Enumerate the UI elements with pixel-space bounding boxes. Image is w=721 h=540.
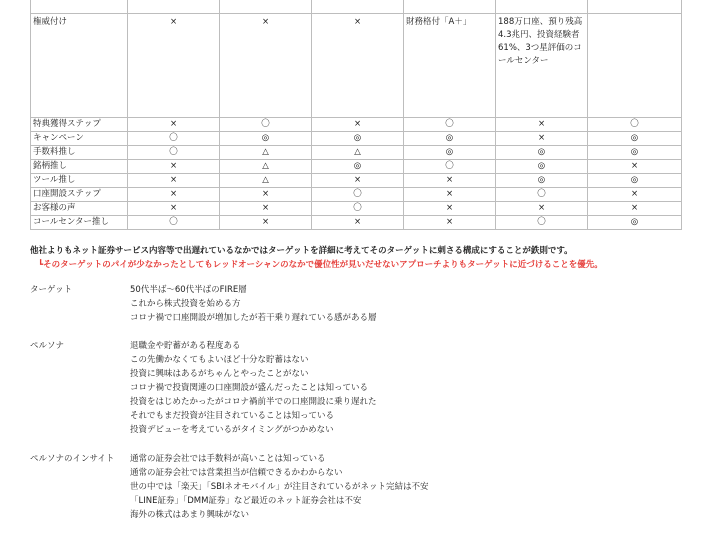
section-label: ペルソナ (30, 341, 65, 351)
main-note: 他社よりもネット証券サービス内容等で出遅れているなかではターゲットを詳細に考えてそのターゲットに刺さる構成にすることが鉄則です。 (30, 246, 573, 256)
table-cell: × (220, 216, 312, 230)
table-cell: × (404, 174, 496, 188)
table-cell: × (312, 174, 404, 188)
table-row-authority (31, 14, 682, 118)
table-cell (496, 0, 588, 14)
table-cell (31, 0, 128, 14)
section-label: ペルソナのインサイト (30, 454, 115, 464)
table-cell: × (588, 202, 682, 216)
list-item: 世の中では「楽天」「SBIネオモバイル」が注目されているがネット完結は不安 (130, 482, 429, 492)
table-row (31, 216, 682, 230)
list-item: 「LINE証券」「DMM証券」など最近のネット証券会社は不安 (130, 496, 362, 506)
table-cell: △ (312, 146, 404, 160)
table-cell: ◎ (220, 132, 312, 146)
table-cell: 〇 (312, 202, 404, 216)
table-cell: × (128, 174, 220, 188)
table-cell: ◎ (312, 132, 404, 146)
table-cell: × (496, 202, 588, 216)
table-cell: ◎ (588, 132, 682, 146)
table-cell: ◎ (588, 174, 682, 188)
table-cell: ◎ (496, 174, 588, 188)
list-item: 通常の証券会社では営業担当が信頼できるかわからない (130, 468, 343, 478)
table-cell: × (588, 188, 682, 202)
table-cell: ◎ (404, 146, 496, 160)
table-header-row (31, 0, 682, 14)
table-cell (404, 0, 496, 14)
table-cell: × (128, 188, 220, 202)
table-row (31, 188, 682, 202)
section-lines (130, 283, 377, 325)
table-row (31, 160, 682, 174)
row-label: 手数料推し (31, 146, 128, 160)
table-cell: △ (220, 174, 312, 188)
comparison-table (30, 0, 682, 230)
row-label: キャンペーン (31, 132, 128, 146)
row-label: ツール推し (31, 174, 128, 188)
table-cell (128, 0, 220, 14)
table-cell: 〇 (588, 118, 682, 132)
table-cell: × (496, 132, 588, 146)
table-cell: × (312, 118, 404, 132)
table-cell: ◎ (588, 146, 682, 160)
table-cell: ◎ (312, 160, 404, 174)
list-item: 海外の株式はあまり興味がない (130, 510, 250, 520)
table-cell: 〇 (128, 132, 220, 146)
table-cell: 〇 (220, 118, 312, 132)
table-cell: ◎ (404, 132, 496, 146)
table-row (31, 132, 682, 146)
list-item: 投資デビューを考えているがタイミングがつかめない (130, 425, 334, 435)
table-cell: × (404, 216, 496, 230)
table-cell: ◎ (588, 216, 682, 230)
list-item: それでもまだ投資が注目されていることは知っている (130, 411, 335, 421)
table-cell: × (220, 14, 312, 118)
table-cell: × (220, 188, 312, 202)
list-item: この先働かなくてもよいほど十分な貯蓄はない (130, 355, 309, 365)
section-lines (130, 452, 429, 522)
row-label: 特典獲得ステップ (31, 118, 128, 132)
table-row (31, 174, 682, 188)
table-cell: × (588, 160, 682, 174)
section-label: ターゲット (30, 285, 73, 295)
list-item: コロナ禍で口座開設が増加したが若干乗り遅れている感がある層 (130, 313, 377, 323)
list-item: 投資をはじめたかったがコロナ禍前半での口座開設に乗り遅れた (130, 397, 377, 407)
table-cell: △ (220, 160, 312, 174)
table-cell: 〇 (496, 188, 588, 202)
table-cell: 〇 (404, 160, 496, 174)
table-cell: × (220, 202, 312, 216)
table-row (31, 118, 682, 132)
table-cell: ◎ (496, 146, 588, 160)
row-label: 銘柄推し (31, 160, 128, 174)
table-cell: × (312, 216, 404, 230)
table-cell: × (128, 14, 220, 118)
row-label: コールセンター推し (31, 216, 128, 230)
table-cell (588, 14, 682, 118)
section-lines (130, 339, 377, 437)
table-cell (312, 0, 404, 14)
table-row (31, 202, 682, 216)
table-cell: 188万口座、預り残高4.3兆円、投資経験者61%、3つ星評価のコールセンター (496, 14, 588, 118)
table-cell: × (404, 188, 496, 202)
list-item: これから株式投資を始める方 (130, 299, 241, 309)
table-cell: 〇 (128, 216, 220, 230)
list-item: 50代半ば～60代半ばのFIRE層 (130, 285, 247, 295)
table-cell: × (128, 118, 220, 132)
sub-note: ┗そのターゲットのパイが少なかったとしてもレッドオーシャンのなかで優位性が見いだせないアプローチよりもターゲットに近づけることを優先。 (38, 260, 603, 270)
table-cell: 〇 (496, 216, 588, 230)
row-label: お客様の声 (31, 202, 128, 216)
list-item: コロナ禍で投資関連の口座開設が盛んだったことは知っている (130, 383, 369, 393)
row-label: 権威付け (31, 14, 128, 118)
table-row (31, 146, 682, 160)
table-cell: × (404, 202, 496, 216)
table-cell: × (312, 14, 404, 118)
table-cell: ◎ (496, 160, 588, 174)
list-item: 通常の証券会社では手数料が高いことは知っている (130, 454, 326, 464)
list-item: 退職金や貯蓄がある程度ある (130, 341, 241, 351)
table-cell (588, 0, 682, 14)
table-cell: × (496, 118, 588, 132)
table-cell: × (128, 202, 220, 216)
table-cell: △ (220, 146, 312, 160)
table-cell: 〇 (128, 146, 220, 160)
table-cell: 財務格付「A＋」 (404, 14, 496, 118)
table-cell: × (128, 160, 220, 174)
row-label: 口座開設ステップ (31, 188, 128, 202)
list-item: 投資に興味はあるがちゃんとやったことがない (130, 369, 309, 379)
table-cell (220, 0, 312, 14)
table-cell: 〇 (312, 188, 404, 202)
table-cell: 〇 (404, 118, 496, 132)
